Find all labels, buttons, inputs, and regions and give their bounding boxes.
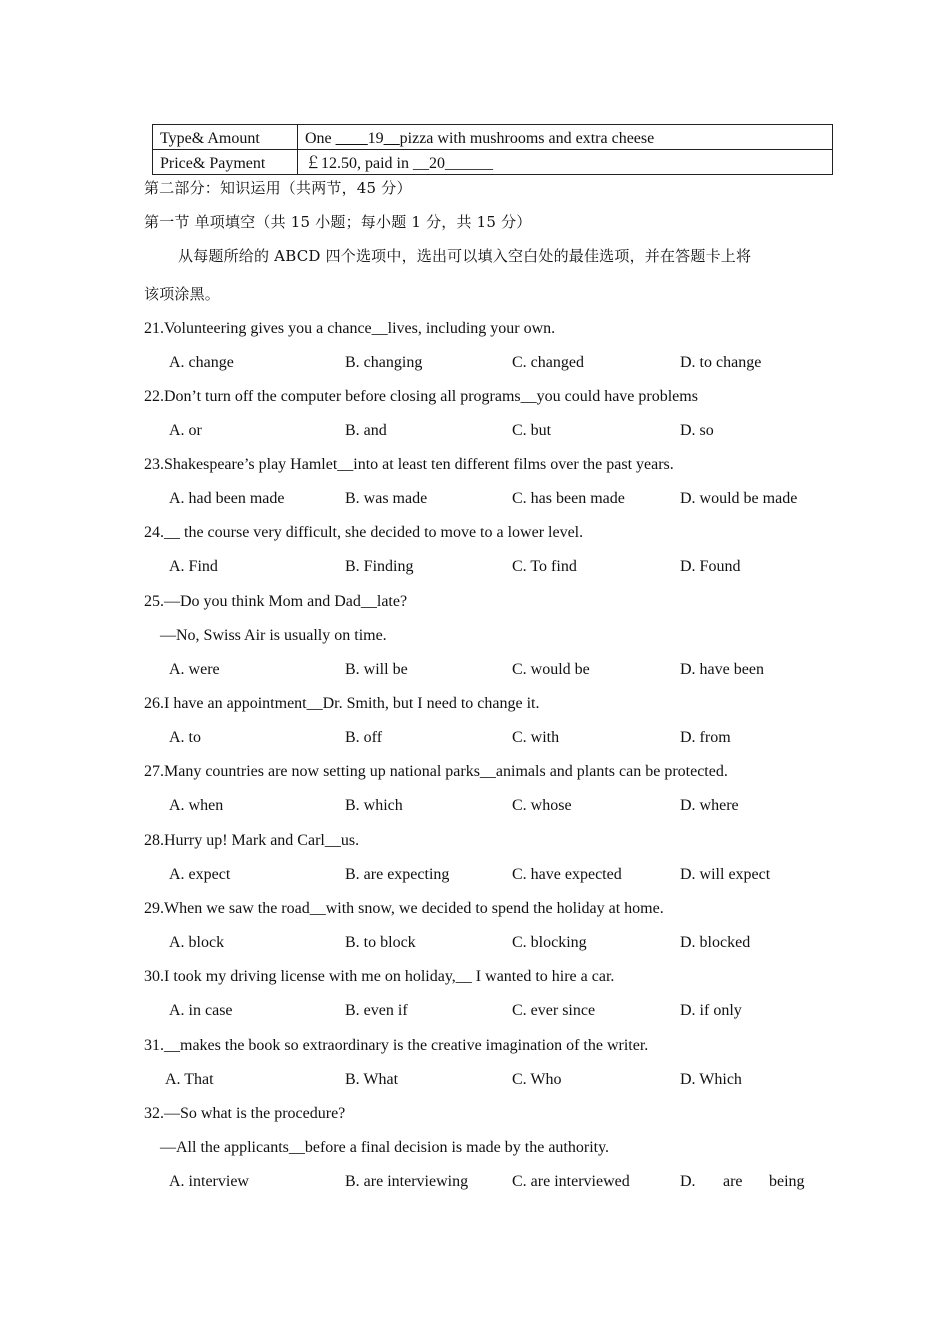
question-reply: —No, Swiss Air is usually on time. — [160, 627, 387, 644]
option-d[interactable]: D. — [680, 1173, 696, 1190]
table-row — [153, 125, 833, 150]
question-stem: 22.Don’t turn off the computer before closing all programs__you could have problems — [144, 388, 698, 405]
question-stem: 31.__makes the book so extraordinary is the creative imagination of the writer. — [144, 1037, 649, 1054]
blank-number: 19 — [367, 130, 384, 147]
question-options — [0, 353, 950, 373]
option-b[interactable]: B. and — [345, 422, 387, 439]
option-a[interactable]: A. That — [165, 1071, 214, 1088]
option-d-word: being — [769, 1173, 805, 1190]
question-stem: 30.I took my driving license with me on holiday,__ I wanted to hire a car. — [144, 968, 615, 985]
part-title: 第二部分：知识运用（共两节，45 分） — [144, 179, 412, 197]
option-b[interactable]: B. What — [345, 1071, 399, 1088]
option-d[interactable]: D. so — [680, 422, 714, 439]
option-a[interactable]: A. change — [169, 354, 234, 371]
option-d[interactable]: D. if only — [680, 1002, 742, 1019]
option-d[interactable]: D. Which — [680, 1071, 742, 1088]
option-d[interactable]: D. blocked — [680, 934, 751, 951]
option-d[interactable]: D. have been — [680, 661, 764, 678]
option-c[interactable]: C. are interviewed — [512, 1173, 630, 1190]
question-stem: 32.—So what is the procedure? — [144, 1105, 346, 1122]
table-row — [153, 150, 833, 175]
option-a[interactable]: A. in case — [169, 1002, 233, 1019]
section-title: 第一节 单项填空（共 15 小题；每小题 1 分，共 15 分） — [144, 213, 532, 231]
question-options — [0, 660, 950, 680]
question-options — [0, 728, 950, 748]
question-stem: 24.__ the course very difficult, she decided to move to a lower level. — [144, 524, 584, 541]
instruction-line-1: 从每题所给的 ABCD 四个选项中，选出可以填入空白处的最佳选项，并在答题卡上将 — [178, 247, 752, 265]
option-b[interactable]: B. was made — [345, 490, 428, 507]
option-b[interactable]: B. are expecting — [345, 866, 450, 883]
table-value-type — [298, 125, 833, 150]
option-a[interactable]: A. or — [169, 422, 202, 439]
option-a[interactable]: A. interview — [169, 1173, 249, 1190]
question-stem: 26.I have an appointment__Dr. Smith, but I need to change it. — [144, 695, 540, 712]
option-c[interactable]: C. To find — [512, 558, 577, 575]
option-b[interactable]: B. which — [345, 797, 403, 814]
option-c[interactable]: C. ever since — [512, 1002, 596, 1019]
instruction-line-2: 该项涂黑。 — [144, 285, 221, 303]
option-d[interactable]: D. to change — [680, 354, 762, 371]
type-suffix: pizza with mushrooms and extra cheese — [399, 130, 655, 147]
option-d[interactable]: D. where — [680, 797, 739, 814]
option-a[interactable]: A. were — [169, 661, 220, 678]
question-options — [0, 421, 950, 441]
option-c[interactable]: C. whose — [512, 797, 572, 814]
question-options — [0, 933, 950, 953]
option-a[interactable]: A. Find — [169, 558, 218, 575]
option-d[interactable]: D. Found — [680, 558, 741, 575]
question-options — [0, 796, 950, 816]
option-a[interactable]: A. had been made — [169, 490, 285, 507]
question-options — [0, 1070, 950, 1090]
option-d-word: are — [723, 1173, 743, 1190]
order-info-table — [152, 124, 833, 175]
option-b[interactable]: B. changing — [345, 354, 423, 371]
blank-underline: ____ — [335, 130, 368, 147]
option-d[interactable]: D. will expect — [680, 866, 771, 883]
option-b[interactable]: B. even if — [345, 1002, 408, 1019]
table-value-price: ￡12.50, paid in __20______ — [298, 150, 833, 175]
option-b[interactable]: B. Finding — [345, 558, 414, 575]
option-d[interactable]: D. would be made — [680, 490, 798, 507]
question-stem: 29.When we saw the road__with snow, we decided to spend the holiday at home. — [144, 900, 664, 917]
option-c[interactable]: C. Who — [512, 1071, 562, 1088]
option-d[interactable]: D. from — [680, 729, 731, 746]
question-stem: 21.Volunteering gives you a chance__lives, including your own. — [144, 320, 556, 337]
option-c[interactable]: C. but — [512, 422, 552, 439]
option-a[interactable]: A. block — [169, 934, 225, 951]
question-stem: 27.Many countries are now setting up national parks__animals and plants can be protected. — [144, 763, 728, 780]
option-a[interactable]: A. when — [169, 797, 224, 814]
option-b[interactable]: B. will be — [345, 661, 408, 678]
question-options — [0, 489, 950, 509]
question-options — [0, 865, 950, 885]
option-b[interactable]: B. are interviewing — [345, 1173, 469, 1190]
option-a[interactable]: A. expect — [169, 866, 231, 883]
option-c[interactable]: C. changed — [512, 354, 584, 371]
question-stem: 28.Hurry up! Mark and Carl__us. — [144, 832, 360, 849]
question-reply: —All the applicants__before a final decision is made by the authority. — [160, 1139, 610, 1156]
option-c[interactable]: C. have expected — [512, 866, 622, 883]
option-c[interactable]: C. would be — [512, 661, 590, 678]
option-b[interactable]: B. off — [345, 729, 383, 746]
blank-underline: __ — [383, 130, 400, 147]
question-stem: 23.Shakespeare’s play Hamlet__into at least ten different films over the past years. — [144, 456, 674, 473]
option-a[interactable]: A. to — [169, 729, 201, 746]
table-label-type: Type& Amount — [153, 125, 298, 150]
question-options — [0, 1001, 950, 1021]
option-c[interactable]: C. has been made — [512, 490, 625, 507]
option-c[interactable]: C. with — [512, 729, 560, 746]
option-c[interactable]: C. blocking — [512, 934, 587, 951]
option-b[interactable]: B. to block — [345, 934, 416, 951]
question-options — [0, 1172, 950, 1192]
type-prefix: One — [305, 130, 336, 147]
question-options — [0, 557, 950, 577]
question-stem: 25.—Do you think Mom and Dad__late? — [144, 593, 408, 610]
table-label-price: Price& Payment — [153, 150, 298, 175]
